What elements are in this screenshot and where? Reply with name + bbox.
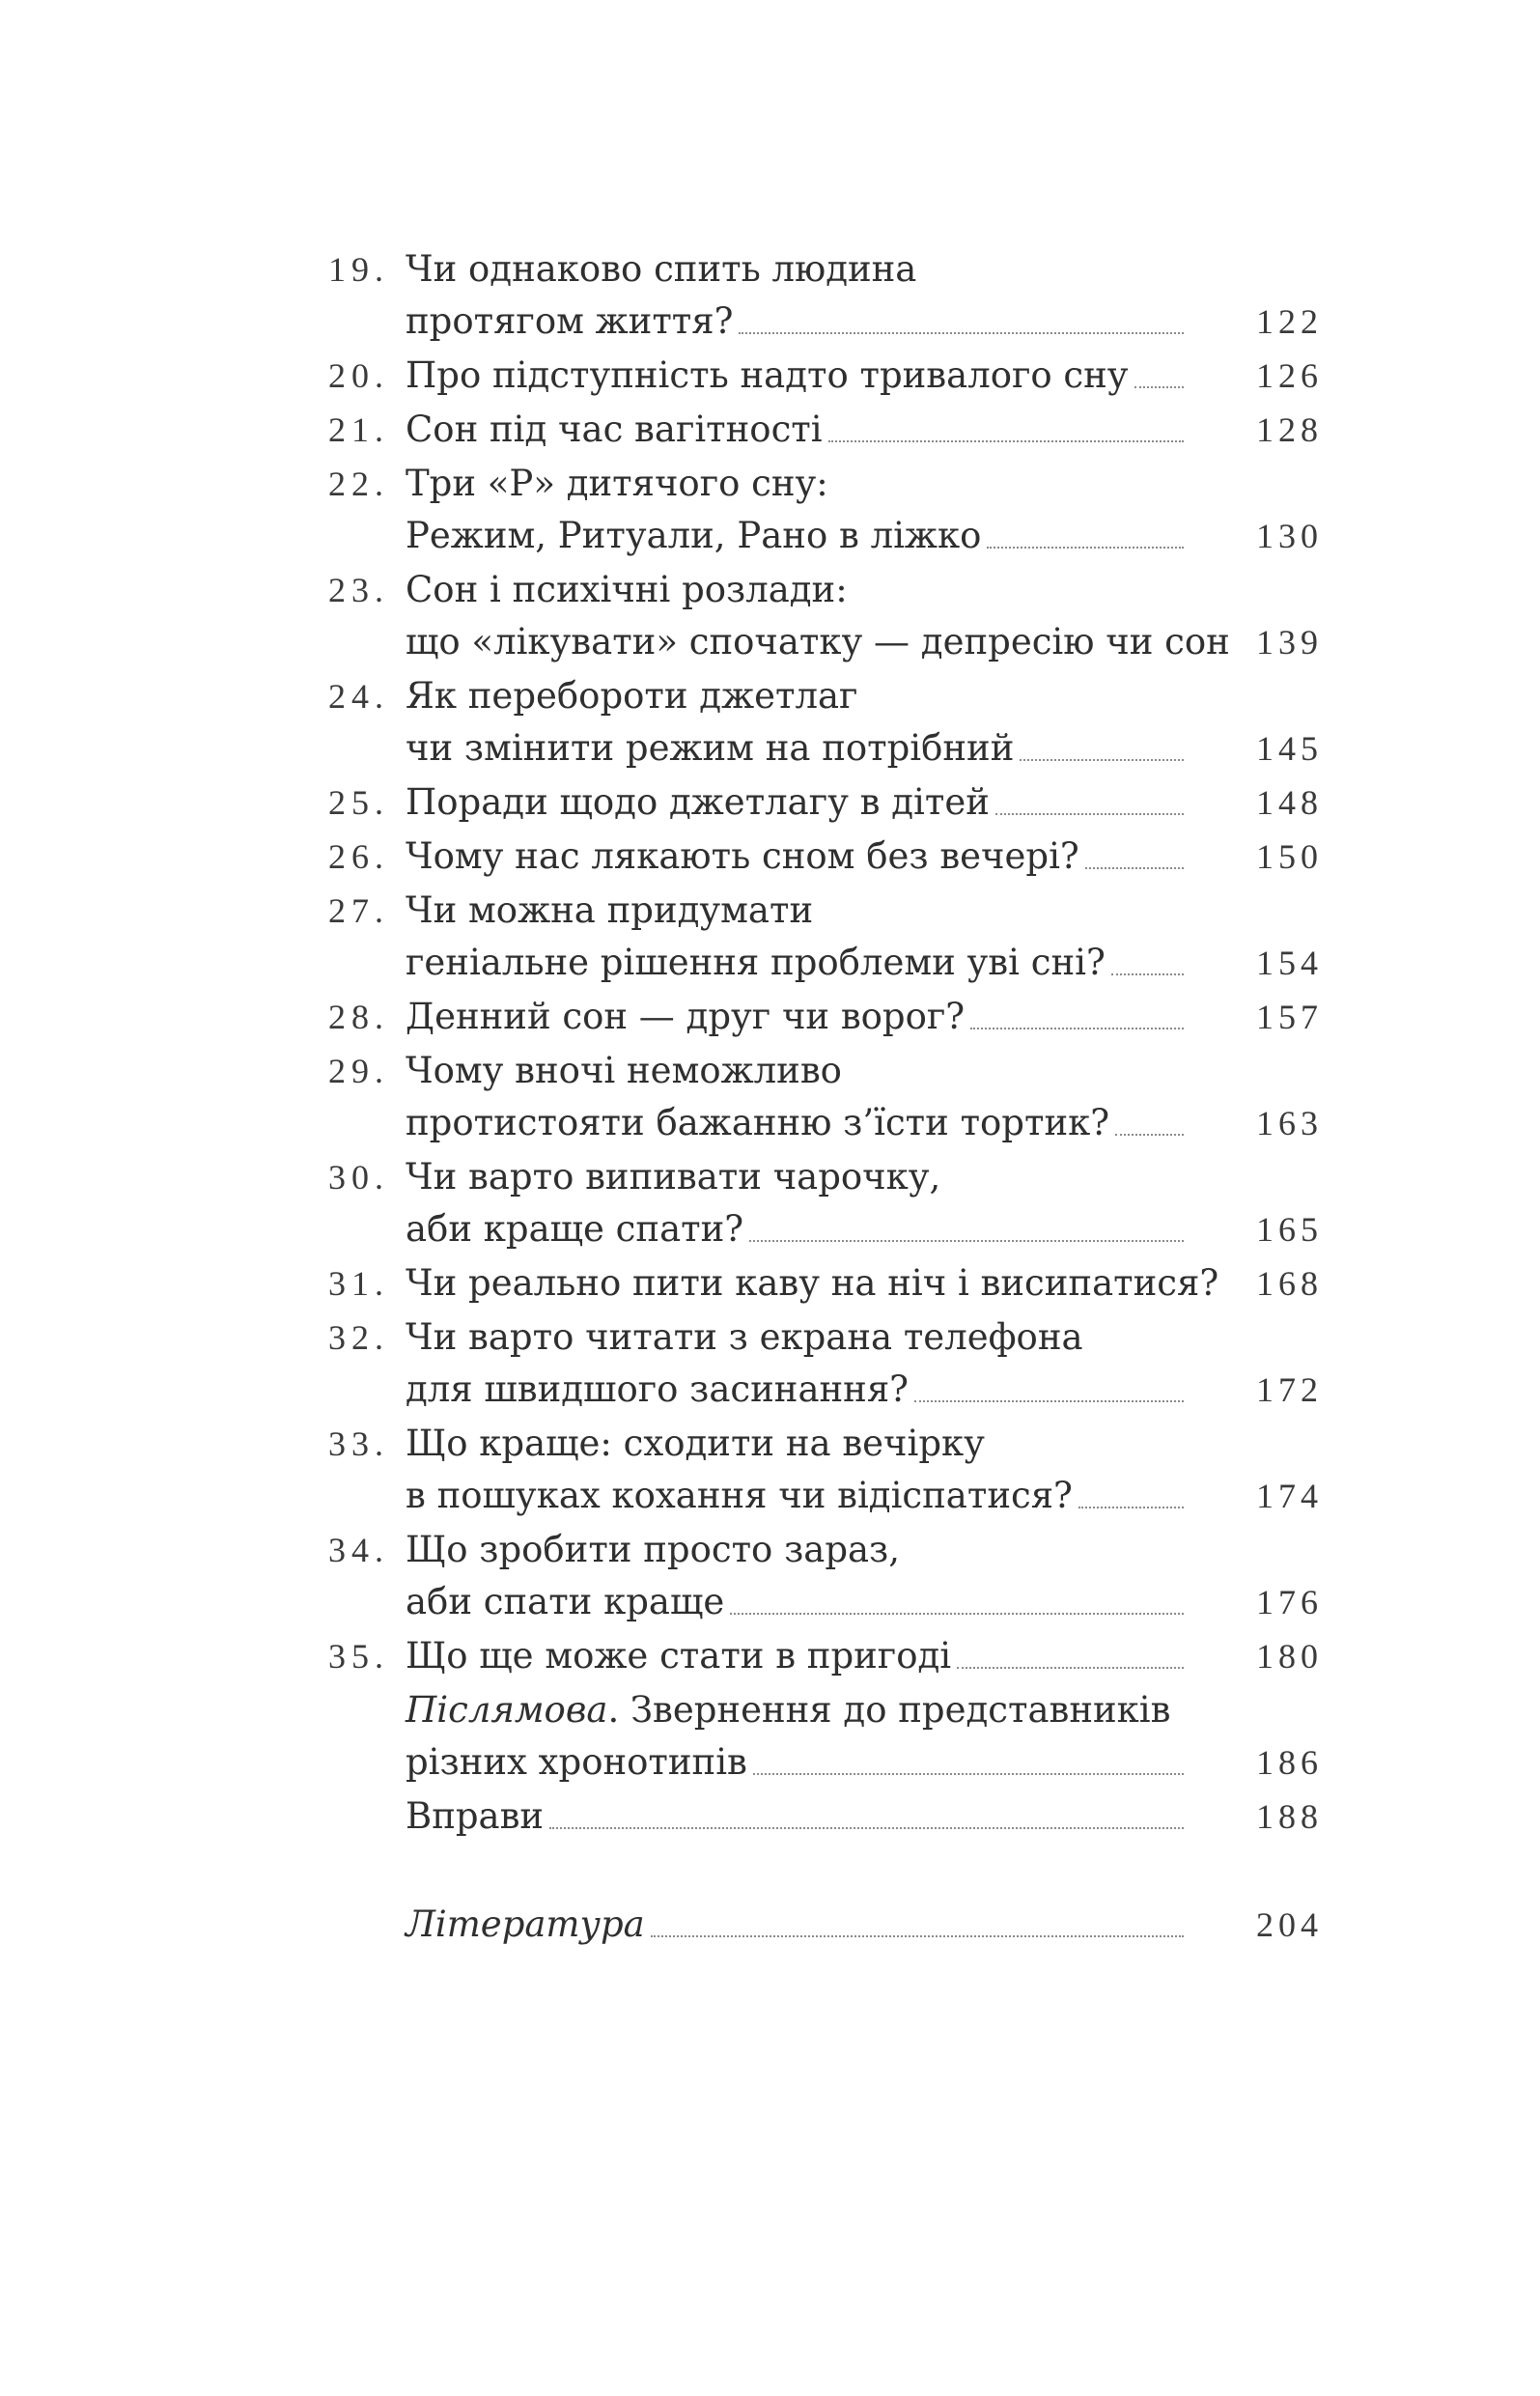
toc-entry[interactable] (328, 1630, 1323, 1682)
exercises-title: Вправи (406, 1795, 545, 1837)
chapter-number: 29. (328, 1052, 389, 1090)
chapter-title-line: Денний сон — друг чи ворог? (406, 996, 966, 1037)
dot-leader (914, 1400, 1184, 1402)
chapter-title-line: Чому нас лякають сном без вечері? (406, 835, 1079, 877)
chapter-number: 28. (328, 998, 389, 1036)
chapter-number: 33. (328, 1424, 389, 1463)
toc-entry[interactable] (328, 564, 1323, 668)
toc-entry[interactable] (328, 1045, 1323, 1149)
chapter-title-line: протистояти бажанню з’їсти тортик? (406, 1102, 1110, 1143)
toc-entry[interactable] (328, 831, 1323, 883)
dot-leader (730, 1613, 1184, 1615)
toc-entry[interactable] (328, 776, 1323, 829)
toc-entry[interactable] (328, 404, 1323, 456)
chapter-number: 25. (328, 783, 389, 822)
afterword-label: Післямова (406, 1689, 608, 1731)
chapter-title-line: Що зробити просто зараз, (406, 1529, 901, 1570)
chapter-title-line: Чи однаково спить людина (406, 248, 917, 290)
dot-leader (739, 332, 1184, 334)
chapter-title-line: чи змінити режим на потрібний (406, 727, 1015, 769)
dot-leader (1115, 1134, 1184, 1136)
page-number: 180 (1256, 1637, 1323, 1676)
chapter-title-line: аби спати краще (406, 1581, 725, 1622)
dot-leader (957, 1667, 1184, 1669)
page-number: 128 (1256, 410, 1323, 449)
afterword-title-line: . Звернення до представників (607, 1689, 1171, 1731)
chapter-title-line: Сон під час вагітності (406, 409, 823, 450)
page-number: 204 (1256, 1905, 1323, 1944)
chapter-title-line: що «лікувати» спочатку — депресію чи сон (406, 621, 1230, 662)
chapter-title-line: Як перебороти джетлаг (406, 675, 858, 717)
chapter-title-line: Чи можна придумати (406, 889, 814, 931)
toc-entry[interactable] (328, 670, 1323, 775)
chapter-title-line: протягом життя? (406, 300, 734, 342)
page-number: 165 (1256, 1210, 1323, 1249)
chapter-number: 21. (328, 410, 389, 449)
dot-leader (995, 813, 1184, 815)
page-number: 150 (1256, 837, 1323, 876)
toc-entry[interactable] (328, 991, 1323, 1043)
chapter-title-line: аби краще спати? (406, 1208, 744, 1250)
chapter-title-line: в пошуках кохання чи відіспатися? (406, 1475, 1073, 1516)
toc-entry[interactable] (328, 350, 1323, 402)
chapter-number: 31. (328, 1264, 389, 1303)
chapter-number: 24. (328, 677, 389, 716)
toc-entry[interactable] (328, 243, 1323, 348)
chapter-number: 19. (328, 250, 389, 289)
toc-entry-exercises[interactable] (328, 1790, 1323, 1843)
chapter-title-line: геніальне рішення проблеми уві сні? (406, 942, 1106, 983)
dot-leader (828, 440, 1184, 442)
toc-entry[interactable] (328, 1257, 1323, 1310)
chapter-title-line: Сон і психічні розлади: (406, 569, 848, 610)
chapter-number: 34. (328, 1531, 389, 1569)
toc-entry[interactable] (328, 1524, 1323, 1628)
chapter-number: 35. (328, 1637, 389, 1676)
page-number: 145 (1256, 729, 1323, 768)
page-number: 139 (1256, 623, 1323, 662)
chapter-number: 20. (328, 356, 389, 395)
dot-leader (753, 1773, 1184, 1775)
toc-entry[interactable] (328, 1418, 1323, 1522)
page-number: 168 (1256, 1264, 1323, 1303)
afterword-title-line: різних хронотипів (406, 1741, 747, 1783)
page-number: 130 (1256, 517, 1323, 555)
chapter-number: 22. (328, 465, 389, 503)
dot-leader (1134, 386, 1184, 388)
page-number: 163 (1256, 1104, 1323, 1142)
chapter-title-line: Чи варто читати з екрана телефона (406, 1316, 1083, 1358)
dot-leader (1111, 973, 1184, 975)
chapter-title-line: Що краще: сходити на вечірку (406, 1423, 985, 1464)
table-of-contents (328, 243, 1323, 1953)
section-gap (328, 1845, 1323, 1899)
chapter-number: 26. (328, 837, 389, 876)
page-number: 154 (1256, 944, 1323, 982)
toc-entry[interactable] (328, 885, 1323, 989)
dot-leader (549, 1827, 1184, 1829)
chapter-title-line: Чому вночі неможливо (406, 1050, 842, 1091)
chapter-title-line: для швидшого засинання? (406, 1368, 909, 1410)
dot-leader (1020, 759, 1184, 761)
toc-entry[interactable] (328, 1151, 1323, 1255)
chapter-number: 32. (328, 1318, 389, 1357)
dot-leader (970, 1028, 1184, 1029)
page-number: 122 (1256, 302, 1323, 341)
page-number: 157 (1256, 998, 1323, 1036)
chapter-title-line: Чи реально пити каву на ніч і висипатися? (406, 1262, 1219, 1304)
dot-leader (987, 547, 1184, 549)
dot-leader (1078, 1507, 1184, 1508)
page-number: 186 (1256, 1743, 1323, 1782)
chapter-title-line: Режим, Ритуали, Рано в ліжко (406, 515, 982, 556)
literature-title: Література (406, 1903, 645, 1945)
chapter-title-line: Чи варто випивати чарочку, (406, 1156, 941, 1198)
toc-entry-afterword[interactable] (328, 1684, 1323, 1789)
chapter-number: 30. (328, 1158, 389, 1197)
chapter-title-line: Три «Р» дитячого сну: (406, 463, 828, 504)
chapter-number: 27. (328, 891, 389, 930)
chapter-title-line: Поради щодо джетлагу в дітей (406, 781, 990, 823)
chapter-title-line: Про підступність надто тривалого сну (406, 354, 1129, 396)
chapter-title-line: Що ще може стати в пригоді (406, 1635, 952, 1677)
toc-entry[interactable] (328, 1311, 1323, 1416)
dot-leader (749, 1240, 1184, 1242)
page-number: 126 (1256, 356, 1323, 395)
toc-entry-literature[interactable] (328, 1899, 1323, 1951)
page-number: 148 (1256, 783, 1323, 822)
page-number: 172 (1256, 1370, 1323, 1409)
toc-entry[interactable] (328, 458, 1323, 562)
dot-leader (651, 1935, 1184, 1937)
page-number: 188 (1256, 1797, 1323, 1836)
dot-leader (1085, 867, 1184, 869)
page-number: 174 (1256, 1477, 1323, 1515)
page-number: 176 (1256, 1583, 1323, 1621)
chapter-number: 23. (328, 571, 389, 609)
